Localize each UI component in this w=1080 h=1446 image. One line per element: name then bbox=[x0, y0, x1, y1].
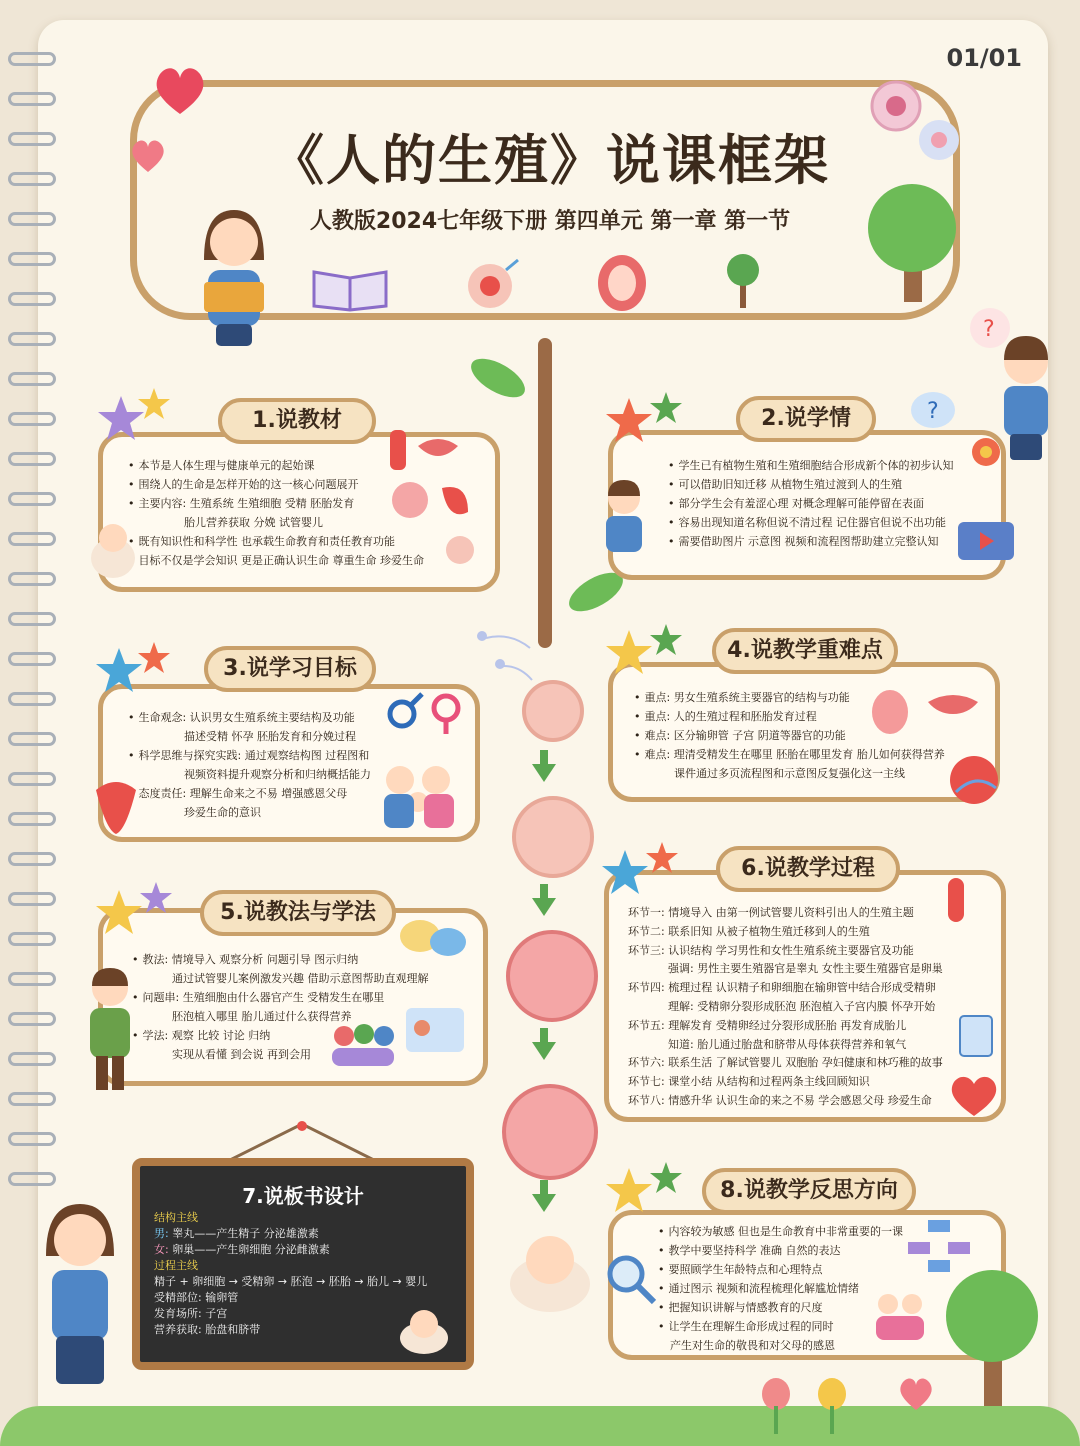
page-subtitle: 人教版2024七年级下册 第四单元 第一章 第一节 bbox=[309, 209, 791, 234]
list-item: • 生命观念: 认识男女生殖系统主要结构及功能 bbox=[128, 708, 371, 727]
list-item: • 态度责任: 理解生命来之不易 增强感恩父母 bbox=[128, 784, 371, 803]
ring bbox=[8, 452, 56, 466]
section-8-list bbox=[658, 1222, 903, 1355]
list-item: 胎儿营养获取 分娩 试管婴儿 bbox=[184, 516, 323, 529]
list-item: • 围绕人的生命是怎样开始的这一核心问题展开 bbox=[128, 475, 424, 494]
ring bbox=[8, 212, 56, 226]
heart-icon bbox=[128, 136, 168, 174]
down-arrow-icon bbox=[532, 764, 556, 782]
female-line bbox=[154, 1242, 427, 1258]
clipboard-icon bbox=[956, 1012, 996, 1058]
placenta-icon bbox=[946, 752, 1006, 808]
dev-place: 发育场所: 子宫 bbox=[154, 1307, 228, 1320]
sprout-icon bbox=[718, 250, 768, 310]
list-item: • 让学生在理解生命形成过程的同时 bbox=[658, 1317, 903, 1336]
process-label: 过程主线 bbox=[154, 1259, 198, 1272]
ring bbox=[8, 852, 56, 866]
star-icon bbox=[136, 386, 172, 422]
ring bbox=[8, 572, 56, 586]
list-item: 实现从看懂 到会说 再到会用 bbox=[172, 1048, 311, 1061]
sperm-icon bbox=[470, 622, 550, 692]
star-icon bbox=[648, 1160, 684, 1196]
nutrition: 营养获取: 胎盘和脐带 bbox=[154, 1323, 261, 1336]
list-item: • 教法: 情境导入 观察分析 问题引导 图示归纳 bbox=[132, 950, 429, 969]
star-icon bbox=[94, 888, 144, 938]
baby-icon bbox=[86, 516, 140, 580]
process-text: 精子 + 卵细胞 → 受精卵 → 胚泡 → 胚胎 → 胎儿 → 婴儿 bbox=[154, 1275, 428, 1288]
ring bbox=[8, 252, 56, 266]
list-item: • 容易出现知道名称但说不清过程 记住器官但说不出功能 bbox=[668, 513, 954, 532]
list-item: • 重点: 男女生殖系统主要器官的结构与功能 bbox=[634, 688, 945, 707]
flower-icon bbox=[966, 432, 1006, 472]
star-icon bbox=[138, 880, 174, 916]
tree-icon bbox=[932, 1262, 1052, 1422]
page-number: 01/01 bbox=[946, 44, 1022, 72]
ring bbox=[8, 532, 56, 546]
ring bbox=[8, 732, 56, 746]
test-tube-icon bbox=[944, 876, 968, 926]
list-item: • 把握知识讲解与情感教育的尺度 bbox=[658, 1298, 903, 1317]
ring bbox=[8, 372, 56, 386]
list-item: • 教学中要坚持科学 准确 自然的表达 bbox=[658, 1241, 903, 1260]
ring bbox=[8, 1172, 56, 1186]
ring bbox=[8, 332, 56, 346]
ring bbox=[8, 172, 56, 186]
star-icon bbox=[604, 628, 654, 678]
ring bbox=[8, 1012, 56, 1026]
list-item: • 可以借助旧知迁移 从植物生殖过渡到人的生殖 bbox=[668, 475, 954, 494]
blastocyst-icon bbox=[512, 796, 594, 878]
baby-icon bbox=[394, 1306, 454, 1356]
ring bbox=[8, 612, 56, 626]
chat-bubbles-icon bbox=[398, 916, 468, 962]
star-icon bbox=[644, 840, 680, 876]
arrow-stem bbox=[540, 1180, 548, 1194]
heart-icon bbox=[150, 62, 210, 118]
svg-text:?: ? bbox=[983, 317, 995, 342]
down-arrow-icon bbox=[532, 1194, 556, 1212]
list-item: • 需要借助图片 示意图 视频和流程图帮助建立完整认知 bbox=[668, 532, 954, 551]
section-7-title: 7.说板书设计 bbox=[242, 1184, 364, 1208]
uterus-icon bbox=[86, 770, 146, 840]
down-arrow-icon bbox=[532, 898, 556, 916]
fetus-icon bbox=[502, 1084, 598, 1180]
male-text: 睾丸——产生精子 分泌雄激素 bbox=[172, 1227, 319, 1240]
list-item: 知道: 胎儿通过胎盘和脐带从母体获得营养和氧气 bbox=[668, 1037, 907, 1051]
list-item: • 通过图示 视频和流程梳理化解尴尬情绪 bbox=[658, 1279, 903, 1298]
section-1-list bbox=[128, 456, 424, 570]
page-title: 《人的生殖》说课框架 bbox=[270, 129, 830, 192]
list-item: 环节二: 联系旧知 从被子植物生殖迁移到人的生殖 bbox=[628, 924, 870, 938]
section-2-title: 2.说学情 bbox=[736, 396, 876, 442]
female-text: 卵巢——产生卵细胞 分泌雌激素 bbox=[172, 1243, 330, 1256]
list-item: • 问题串: 生殖细胞由什么器官产生 受精发生在哪里 bbox=[132, 988, 429, 1007]
ring bbox=[8, 772, 56, 786]
list-item: • 学法: 观察 比较 讨论 归纳 bbox=[132, 1026, 429, 1045]
list-item: 描述受精 怀孕 胚胎发育和分娩过程 bbox=[184, 730, 356, 743]
id-card-icon bbox=[404, 1006, 466, 1056]
tulip-icon bbox=[756, 1376, 856, 1436]
list-item: • 难点: 区分输卵管 子宫 阴道等器官的功能 bbox=[634, 726, 945, 745]
male-line bbox=[154, 1226, 427, 1242]
arrow-stem bbox=[540, 884, 548, 898]
list-item: 通过试管婴儿案例激发兴趣 借助示意图帮助直观理解 bbox=[172, 972, 429, 985]
list-item: 课件通过多页流程图和示意图反复强化这一主线 bbox=[674, 767, 905, 780]
list-item: • 本节是人体生理与健康单元的起始课 bbox=[128, 456, 424, 475]
section-2-list bbox=[668, 456, 954, 551]
ring bbox=[8, 812, 56, 826]
star-icon bbox=[648, 622, 684, 658]
list-item: 环节四: 梳理过程 认识精子和卵细胞在输卵管中结合形成受精卵 bbox=[628, 981, 936, 995]
ring bbox=[8, 652, 56, 666]
book-icon bbox=[310, 262, 390, 312]
list-item: 视频资料提升观察分析和归纳概括能力 bbox=[184, 768, 371, 781]
list-item: • 难点: 理清受精发生在哪里 胚胎在哪里发育 胎儿如何获得营养 bbox=[634, 745, 945, 764]
arrow-stem bbox=[540, 750, 548, 764]
section-4-title: 4.说教学重难点 bbox=[712, 628, 898, 674]
list-item: 环节三: 认识结构 学习男性和女性生殖系统主要器官及功能 bbox=[628, 943, 914, 957]
ring bbox=[8, 1132, 56, 1146]
fert-place: 受精部位: 输卵管 bbox=[154, 1291, 239, 1304]
list-item: 珍爱生命的意识 bbox=[184, 806, 261, 819]
section-8-title: 8.说教学反思方向 bbox=[702, 1168, 916, 1214]
star-icon bbox=[604, 1166, 654, 1216]
list-item: 产生对生命的敬畏和对父母的感恩 bbox=[670, 1339, 835, 1352]
egg-cell-icon bbox=[462, 256, 522, 312]
list-item: 环节八: 情感升华 认识生命的来之不易 学会感恩父母 珍爱生命 bbox=[628, 1093, 932, 1107]
embryo-icon bbox=[506, 930, 598, 1022]
tree-icon bbox=[852, 178, 972, 308]
family-icon bbox=[370, 754, 470, 834]
heartbeat-icon bbox=[946, 1072, 1002, 1120]
list-item: • 学生已有植物生殖和生殖细胞结合形成新个体的初步认知 bbox=[668, 456, 954, 475]
teacher-pointing-icon bbox=[76, 966, 146, 1096]
question-bubble-icon bbox=[908, 390, 958, 434]
ring bbox=[8, 412, 56, 426]
male-label: 男: bbox=[154, 1227, 169, 1240]
ring bbox=[8, 132, 56, 146]
section-7-lines bbox=[154, 1210, 427, 1338]
section-3-list bbox=[128, 708, 371, 822]
ring bbox=[8, 492, 56, 506]
ring bbox=[8, 932, 56, 946]
list-item: • 科学思维与探究实践: 通过观察结构图 过程图和 bbox=[128, 746, 371, 765]
ring bbox=[8, 692, 56, 706]
ring bbox=[8, 52, 56, 66]
ring bbox=[8, 1092, 56, 1106]
list-item: • 既有知识性和科学性 也承载生命教育和责任教育功能 bbox=[128, 532, 424, 551]
section-3-title: 3.说学习目标 bbox=[204, 646, 376, 692]
list-item: • 内容较为敏感 但也是生命教育中非常重要的一课 bbox=[658, 1222, 903, 1241]
gender-symbols-icon bbox=[384, 686, 468, 736]
group-icon bbox=[330, 1022, 396, 1068]
star-icon bbox=[600, 848, 650, 898]
heart-icon bbox=[896, 1376, 936, 1412]
list-item: • 重点: 人的生殖过程和胚胎发育过程 bbox=[634, 707, 945, 726]
fetus-icon bbox=[594, 252, 650, 314]
cell-icon bbox=[914, 116, 964, 164]
star-icon bbox=[648, 390, 684, 426]
list-item: • 要照顾学生年龄特点和心理特点 bbox=[658, 1260, 903, 1279]
baby-icon bbox=[500, 1226, 600, 1316]
family-icon bbox=[868, 1288, 932, 1342]
star-icon bbox=[604, 396, 654, 446]
list-item: • 目标不仅是学会知识 更是正确认识生命 尊重生命 珍爱生命 bbox=[128, 551, 424, 570]
structure-label: 结构主线 bbox=[154, 1211, 198, 1224]
list-item: • 主要内容: 生殖系统 生殖细胞 受精 胚胎发育 bbox=[128, 494, 424, 513]
ring bbox=[8, 892, 56, 906]
star-icon bbox=[136, 640, 172, 676]
female-label: 女: bbox=[154, 1243, 169, 1256]
arrow-stem bbox=[540, 1028, 548, 1042]
ring bbox=[8, 972, 56, 986]
down-arrow-icon bbox=[532, 1042, 556, 1060]
ring bbox=[8, 92, 56, 106]
teacher-reading-icon bbox=[186, 190, 282, 350]
ring bbox=[8, 1052, 56, 1066]
section-6-list bbox=[628, 904, 943, 1111]
svg-text:?: ? bbox=[927, 399, 939, 424]
section-5-title: 5.说教法与学法 bbox=[200, 890, 396, 936]
ring bbox=[8, 292, 56, 306]
organs-icon bbox=[868, 684, 988, 738]
list-item: 环节六: 联系生活 了解试管婴儿 双胞胎 孕妇健康和林巧稚的故事 bbox=[628, 1056, 943, 1070]
magnifier-icon bbox=[602, 1250, 660, 1308]
reproductive-organs-icon bbox=[388, 426, 488, 572]
student-raising-hand-icon bbox=[594, 478, 654, 556]
list-item: 环节一: 情境导入 由第一例试管婴儿资料引出人的生殖主题 bbox=[628, 906, 914, 919]
video-screen-icon bbox=[956, 520, 1016, 566]
section-6-title: 6.说教学过程 bbox=[716, 846, 900, 892]
leaf-icon bbox=[462, 344, 542, 414]
list-item: 强调: 男性主要生殖器官是睾丸 女性主要生殖器官是卵巢 bbox=[668, 962, 943, 976]
teacher-presenting-icon bbox=[28, 1196, 128, 1396]
section-1-title: 1.说教材 bbox=[218, 398, 376, 444]
list-item: 环节五: 理解发育 受精卵经过分裂形成胚胎 再发育成胎儿 bbox=[628, 1018, 907, 1032]
list-item: 环节七: 课堂小结 从结构和过程两条主线回顾知识 bbox=[628, 1075, 870, 1089]
list-item: 胚泡植入哪里 胎儿通过什么获得营养 bbox=[172, 1010, 352, 1023]
list-item: • 部分学生会有羞涩心理 对概念理解可能停留在表面 bbox=[668, 494, 954, 513]
grass-ground bbox=[0, 1406, 1080, 1446]
list-item: 理解: 受精卵分裂形成胚泡 胚泡植入子宫内膜 怀孕开始 bbox=[668, 999, 936, 1013]
